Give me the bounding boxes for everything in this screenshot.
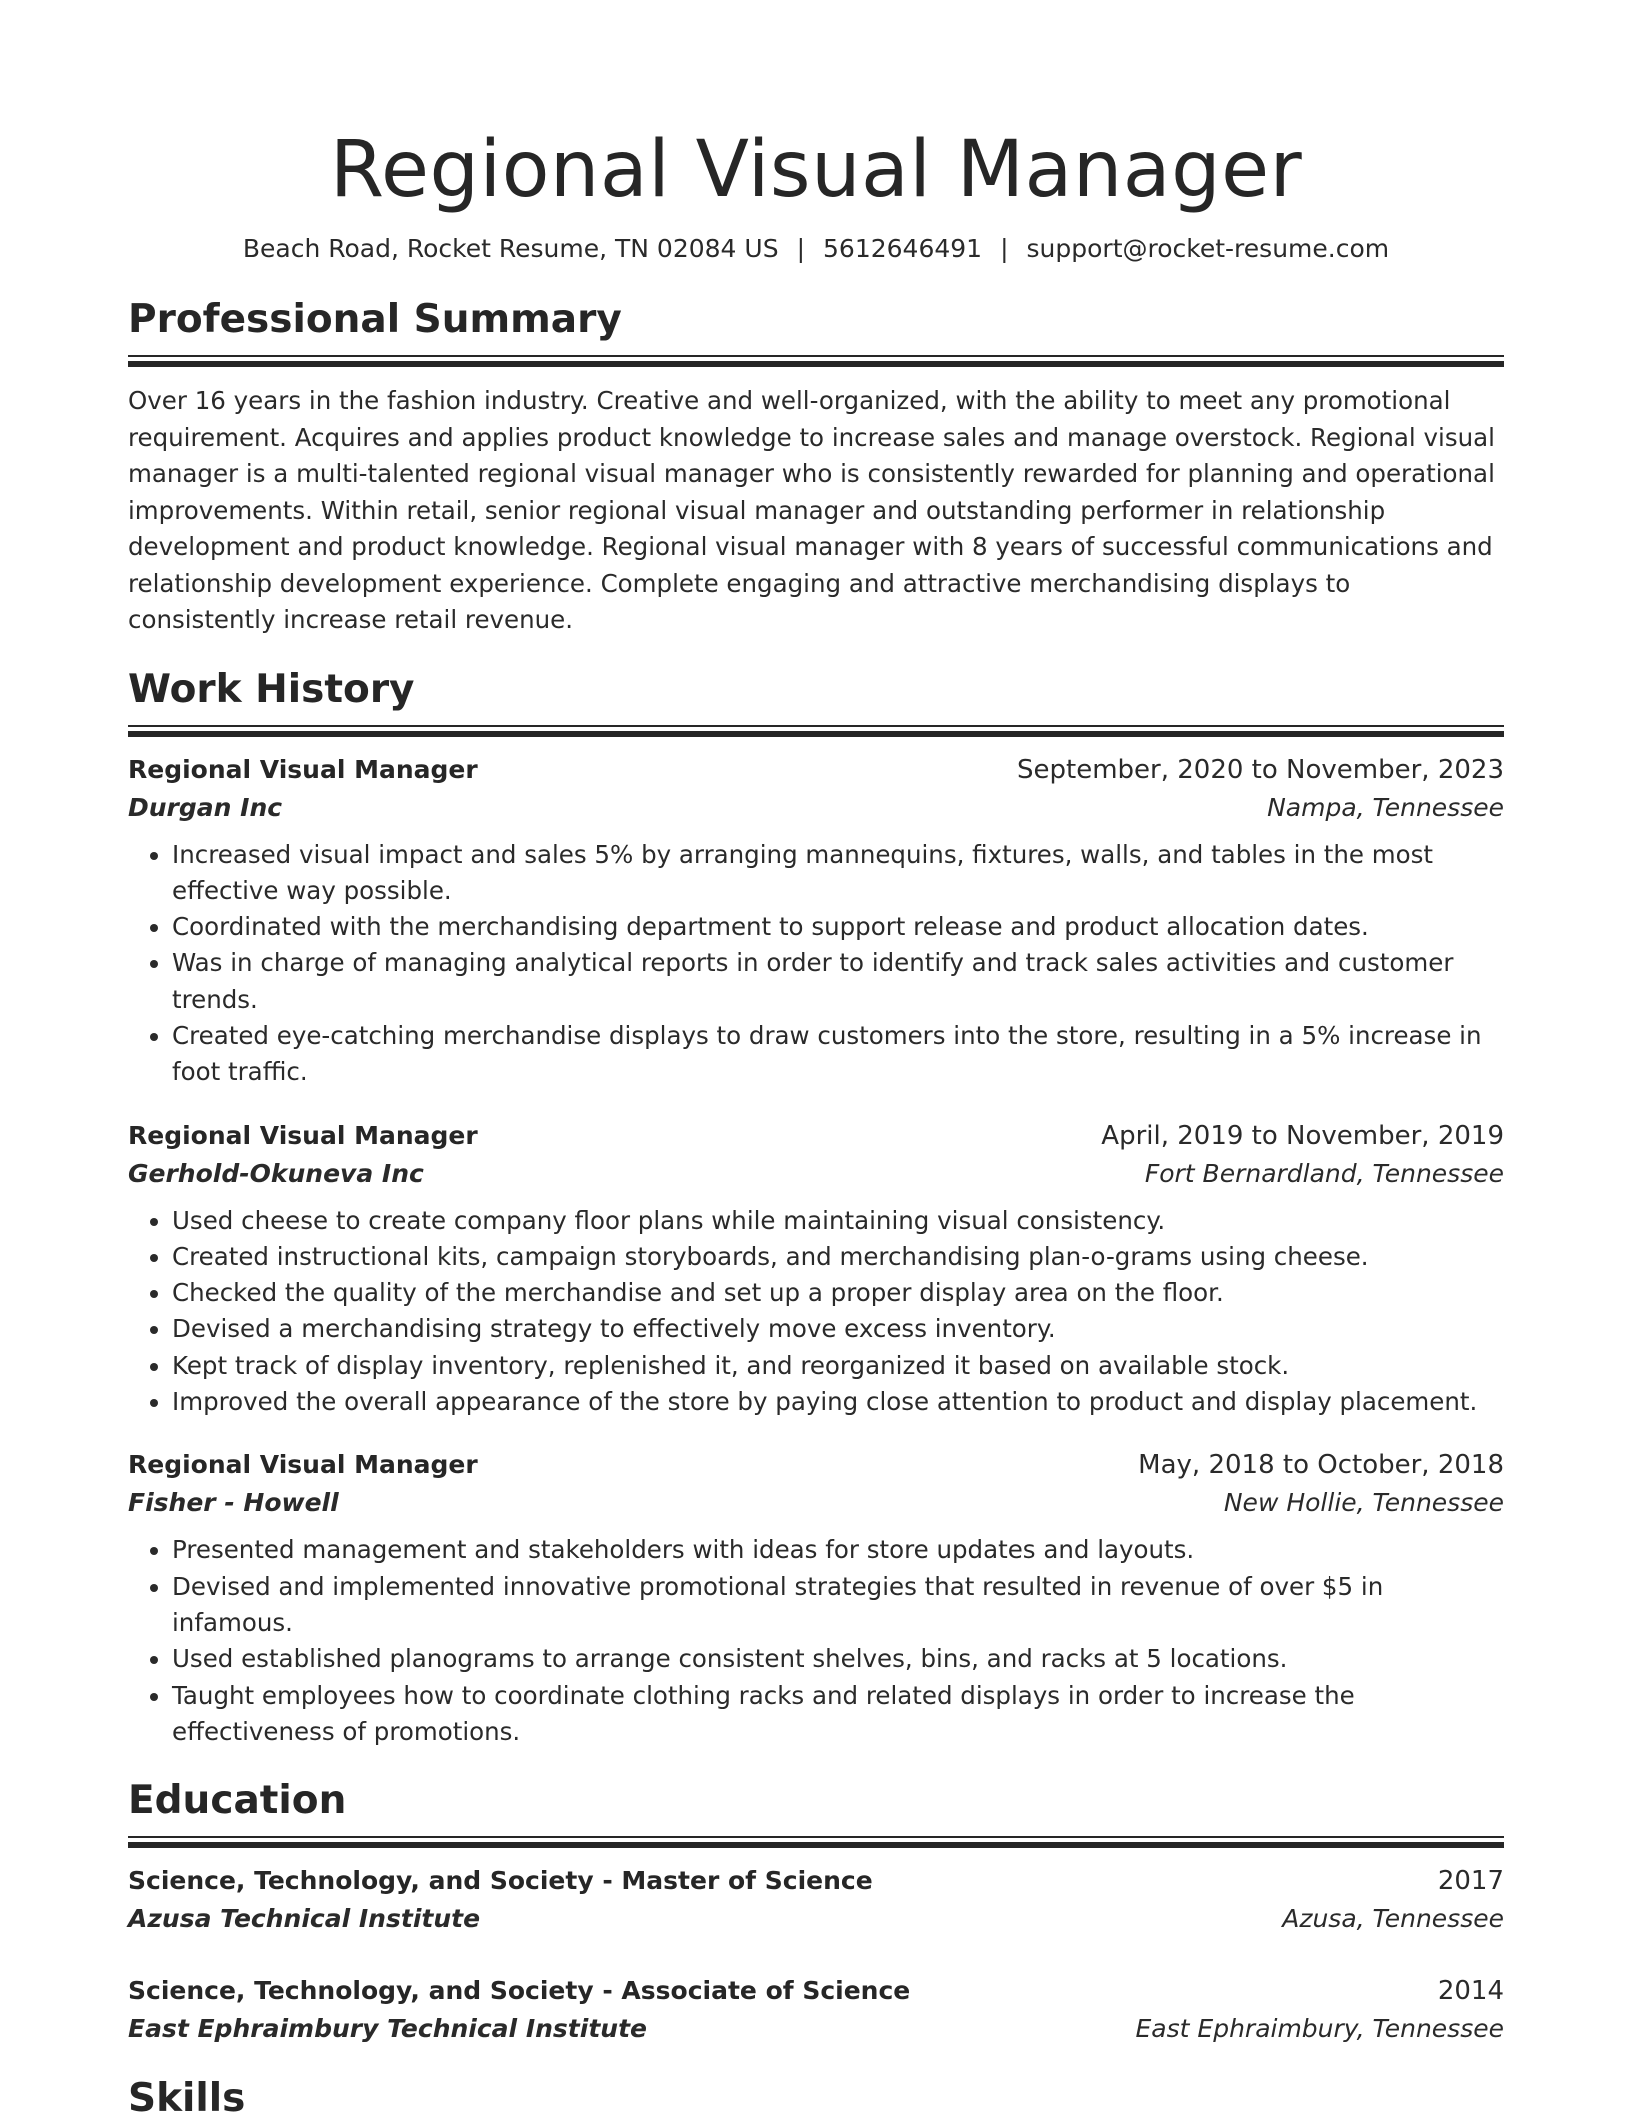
job-location: Nampa, Tennessee — [1267, 792, 1504, 822]
degree-title: Science, Technology, and Society - Associate of Science — [128, 1976, 911, 2006]
contact-line — [128, 232, 1504, 266]
summary-section — [128, 295, 1504, 639]
job-entry — [128, 1117, 1504, 1421]
list-item: • Created eye-catching merchandise displays to draw customers into the store, resulting in a 5% increase in foot traffic. — [172, 1018, 1504, 1091]
contact-address: Beach Road, Rocket Resume, TN 02084 US — [242, 234, 779, 263]
summary-text: Over 16 years in the fashion industry. Creative and well-organized, with the ability to meet any promotional requirement. Acquires and applies product knowledge to increase sales and manage overstock. Regional visual manager is a multi-talented regional visual manager who is consistently rewarded for planning and operational improvements. Within retail, senior regional visual manager and outstanding performer in relationship development and product knowledge. Regional visual manager with 8 years of successful communications and relationship development experience. Complete engaging and attractive merchandising displays to consistently increase retail revenue. — [128, 386, 1495, 634]
education-entry — [128, 1862, 1504, 1938]
job-dates: September, 2020 to November, 2023 — [1017, 754, 1504, 785]
skills-heading: Skills — [128, 2076, 246, 2122]
contact-separator: | — [1000, 234, 1009, 263]
work-history-heading: Work History — [128, 666, 415, 712]
job-bullets — [128, 1203, 1504, 1421]
list-item: • Created instructional kits, campaign storyboards, and merchandising plan-o-grams using cheese. — [172, 1239, 1504, 1275]
job-entry — [128, 1446, 1504, 1750]
list-item: • Was in charge of managing analytical reports in order to identify and track sales activities and customer trends. — [172, 945, 1504, 1018]
job-bullets — [128, 837, 1504, 1091]
contact-separator: | — [796, 234, 806, 263]
list-item: • Checked the quality of the merchandise and set up a proper display area on the floor. — [172, 1275, 1504, 1311]
job-title: Regional Visual Manager — [128, 1120, 478, 1150]
school-name: Azusa Technical Institute — [128, 1904, 481, 1934]
section-divider — [128, 725, 1504, 737]
school-location: East Ephraimbury, Tennessee — [1135, 2014, 1504, 2044]
education-entry — [128, 1972, 1504, 2048]
degree-title: Science, Technology, and Society - Master of Science — [128, 1866, 873, 1896]
school-name: East Ephraimbury Technical Institute — [128, 2014, 647, 2044]
job-title: Regional Visual Manager — [128, 1450, 478, 1480]
job-location: Fort Bernardland, Tennessee — [1144, 1158, 1504, 1188]
list-item: • Devised a merchandising strategy to effectively move excess inventory. — [172, 1311, 1504, 1347]
list-item: • Devised and implemented innovative promotional strategies that resulted in revenue of over $5 in infamous. — [172, 1569, 1504, 1642]
job-entry — [128, 751, 1504, 1091]
list-item: • Used established planograms to arrange consistent shelves, bins, and racks at 5 locations. — [172, 1641, 1504, 1677]
list-item: • Coordinated with the merchandising department to support release and product allocation dates. — [172, 909, 1504, 945]
education-heading: Education — [128, 1778, 347, 1824]
list-item: • Used cheese to create company floor plans while maintaining visual consistency. — [172, 1203, 1504, 1239]
resume-content — [128, 0, 1504, 2124]
section-divider — [128, 355, 1504, 367]
work-history-section — [128, 665, 1504, 1751]
school-location: Azusa, Tennessee — [1282, 1904, 1504, 1934]
job-title: Regional Visual Manager — [128, 754, 478, 784]
job-company: Gerhold-Okuneva Inc — [128, 1158, 424, 1188]
job-dates: April, 2019 to November, 2019 — [1101, 1120, 1504, 1151]
list-item: • Increased visual impact and sales 5% by arranging mannequins, fixtures, walls, and tables in the most effective way possible. — [172, 837, 1504, 910]
list-item: • Kept track of display inventory, replenished it, and reorganized it based on available stock. — [172, 1348, 1504, 1384]
resume-title: Regional Visual Manager — [329, 125, 1303, 215]
list-item: • Presented management and stakeholders with ideas for store updates and layouts. — [172, 1532, 1504, 1568]
job-company: Fisher - Howell — [128, 1488, 339, 1518]
education-section — [128, 1776, 1504, 2048]
list-item: • Improved the overall appearance of the store by paying close attention to product and display placement. — [172, 1384, 1504, 1420]
list-item: • Taught employees how to coordinate clothing racks and related displays in order to increase the effectiveness of promotions. — [172, 1678, 1504, 1751]
graduation-year: 2017 — [1437, 1866, 1504, 1897]
job-bullets — [128, 1532, 1504, 1750]
contact-email[interactable]: support@rocket-resume.com — [1026, 234, 1390, 263]
skills-section — [128, 2074, 1504, 2124]
summary-heading: Professional Summary — [128, 297, 622, 342]
contact-phone: 5612646491 — [823, 234, 983, 263]
graduation-year: 2014 — [1437, 1976, 1504, 2007]
job-location: New Hollie, Tennessee — [1223, 1488, 1504, 1518]
job-company: Durgan Inc — [128, 792, 283, 822]
job-dates: May, 2018 to October, 2018 — [1138, 1450, 1504, 1481]
section-divider — [128, 1836, 1504, 1848]
